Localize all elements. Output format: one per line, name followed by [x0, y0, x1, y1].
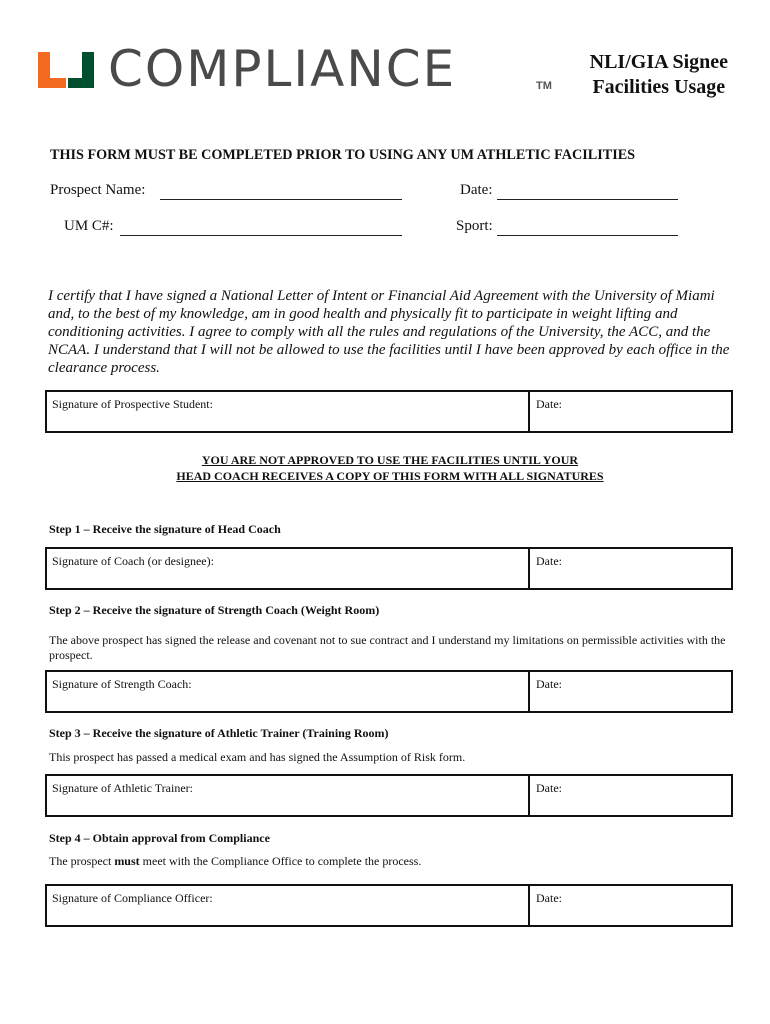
step-2-title: Step 2 – Receive the signature of Strength Coach (Weight Room) [49, 603, 380, 617]
um-compliance-logo [38, 40, 558, 98]
um-c-number-label: UM C#: [64, 218, 114, 234]
sport-field[interactable] [497, 235, 678, 236]
form-title [590, 50, 728, 100]
sport-label: Sport: [456, 218, 493, 234]
approval-warning [0, 452, 770, 484]
strength-coach-signature-field[interactable] [47, 672, 530, 711]
step-4-note-emphasis: must [114, 854, 140, 868]
form-headline: THIS FORM MUST BE COMPLETED PRIOR TO USING ANY UM ATHLETIC FACILITIES [50, 147, 636, 163]
compliance-signature-label: Signature of Compliance Officer: [52, 891, 213, 905]
compliance-date-field[interactable] [530, 886, 731, 925]
step-2-note: The above prospect has signed the release and covenant not to sue contract and I understand my limitations on permissible activities with the prospect. [49, 633, 726, 662]
form-title-line1: NLI/GIA Signee [589, 51, 728, 73]
coach-date-field[interactable] [530, 549, 731, 588]
coach-signature-box [45, 547, 733, 590]
u-logo-icon [38, 52, 98, 88]
student-signature-box [45, 390, 733, 433]
step-4-note-text: The prospect [49, 854, 115, 868]
coach-signature-label: Signature of Coach (or designee): [52, 554, 214, 568]
trainer-signature-field[interactable] [47, 776, 530, 815]
compliance-signature-field[interactable] [47, 886, 530, 925]
logo-wordmark: COMPLIANCE [108, 40, 457, 98]
student-date-label: Date: [536, 397, 562, 411]
certification-statement: I certify that I have signed a National Letter of Intent or Financial Aid Agreement with the University of Miami and, to the best of my knowledge, am in good health and physically fit to participate in weight lifting and conditioning activities. I agree to comply with all the rules and regulations of the University, the ACC, and the NCAA. I understand that I will not be allowed to use the facilities until I have been approved by each office in the clearance process. [48, 288, 730, 376]
step-3-note: This prospect has passed a medical exam and has signed the Assumption of Risk form. [49, 750, 466, 764]
warning-line1: YOU ARE NOT APPROVED TO USE THE FACILITIES UNTIL YOUR [201, 453, 579, 467]
step-4-title: Step 4 – Obtain approval from Compliance [49, 831, 270, 845]
trainer-date-label: Date: [536, 781, 562, 795]
prospect-name-field[interactable] [160, 199, 402, 200]
student-signature-field[interactable] [47, 392, 530, 431]
trainer-signature-box [45, 774, 733, 817]
step-3-title: Step 3 – Receive the signature of Athletic Trainer (Training Room) [49, 726, 389, 740]
student-signature-label: Signature of Prospective Student: [52, 397, 213, 411]
trainer-signature-label: Signature of Athletic Trainer: [52, 781, 193, 795]
form-title-line2: Facilities Usage [592, 76, 726, 98]
step-1-title: Step 1 – Receive the signature of Head Coach [49, 522, 281, 536]
compliance-signature-box [45, 884, 733, 927]
student-date-field[interactable] [530, 392, 731, 431]
um-c-number-field[interactable] [120, 235, 402, 236]
step-4-note [49, 854, 739, 869]
prospect-name-label: Prospect Name: [50, 182, 146, 198]
trademark-symbol: TM [536, 80, 552, 92]
strength-coach-signature-label: Signature of Strength Coach: [52, 677, 192, 691]
strength-coach-signature-box [45, 670, 733, 713]
coach-signature-field[interactable] [47, 549, 530, 588]
coach-date-label: Date: [536, 554, 562, 568]
date-label: Date: [460, 182, 493, 198]
compliance-date-label: Date: [536, 891, 562, 905]
date-field[interactable] [497, 199, 678, 200]
step-4-note-text-end: meet with the Compliance Office to complete the process. [139, 854, 422, 868]
trainer-date-field[interactable] [530, 776, 731, 815]
strength-coach-date-field[interactable] [530, 672, 731, 711]
warning-line2: HEAD COACH RECEIVES A COPY OF THIS FORM WITH ALL SIGNATURES [176, 469, 604, 483]
strength-coach-date-label: Date: [536, 677, 562, 691]
